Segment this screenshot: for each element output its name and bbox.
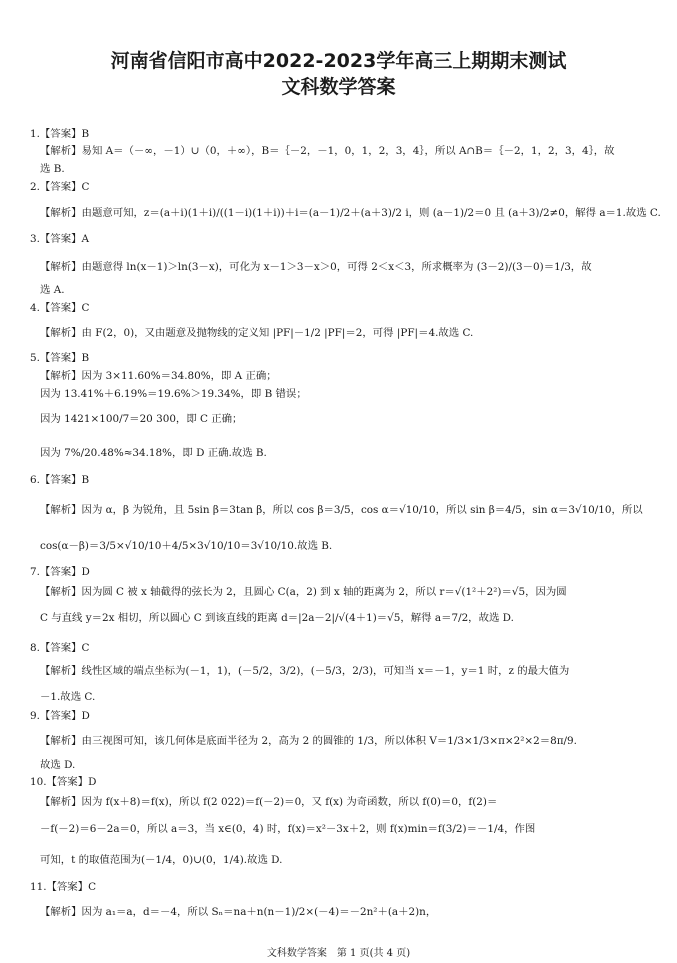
explanation-line: cos(α－β)＝3/5×√10/10＋4/5×3√10/10＝3√10/10.故选 B. [40, 540, 333, 552]
explanation-line: 【解析】由题意得 ln(x－1)＞ln(3－x)，可化为 x－1＞3－x＞0，可得 2＜x＜3，所求概率为 (3－2)/(3－0)＝1/3，故 [40, 261, 592, 273]
explanation-line: 【解析】由三视图可知，该几何体是底面半径为 2，高为 2 的圆锥的 1/3，所以体积 V＝1/3×1/3×π×2²×2＝8π/9. [40, 735, 577, 747]
answer-label: 5.【答案】B [30, 352, 90, 364]
explanation-line: 【解析】因为 3×11.60%＝34.80%，即 A 正确； [40, 370, 277, 382]
explanation-line: 因为 7%/20.48%≈34.18%，即 D 正确.故选 B. [40, 447, 267, 459]
explanation-line: 因为 13.41%＋6.19%＝19.6%＞19.34%，即 B 错误； [40, 388, 307, 400]
explanation-line: 【解析】由 F(2，0)，又由题意及抛物线的定义知 |PF|－1/2 |PF|＝2，可得 |PF|＝4.故选 C. [40, 327, 474, 339]
explanation-line: 【解析】由题意可知，z＝(a＋i)(1＋i)/((1－i)(1＋i))＋i＝(a－1)/2＋(a＋3)/2 i，则 (a－1)/2＝0 且 (a＋3)/2≠0，解得 a＝1.故选 C. [40, 207, 661, 219]
explanation-line: C 与直线 y＝2x 相切，所以圆心 C 到该直线的距离 d＝|2a－2|/√(4＋1)＝√5，解得 a＝7/2，故选 D. [40, 612, 514, 624]
answer-label: 10.【答案】D [30, 776, 97, 788]
explanation-line: 故选 D. [40, 759, 76, 771]
explanation-line: －f(－2)＝6－2a＝0，所以 a＝3，当 x∈(0，4) 时，f(x)＝x²－3x＋2，则 f(x)min＝f(3/2)＝－1/4，作图 [40, 823, 536, 835]
answer-label: 2.【答案】C [30, 181, 90, 193]
page-footer: 文科数学答案 第 1 页(共 4 页) [266, 948, 411, 959]
answer-label: 9.【答案】D [30, 710, 90, 722]
explanation-line: 【解析】因为 a₁＝a，d＝－4，所以 Sₙ＝na＋n(n－1)/2×(－4)＝－2n²＋(a＋2)n， [40, 906, 437, 918]
explanation-line: 【解析】因为圆 C 被 x 轴截得的弦长为 2，且圆心 C(a，2) 到 x 轴的距离为 2，所以 r＝√(1²＋2²)＝√5，因为圆 [40, 586, 567, 598]
explanation-line: 选 B. [40, 163, 65, 175]
answer-label: 1.【答案】B [30, 128, 90, 140]
answer-label: 7.【答案】D [30, 566, 90, 578]
explanation-line: 【解析】易知 A＝（－∞，－1）∪（0，＋∞），B＝｛－2，－1，0，1，2，3，4｝，所以 A∩B＝｛－2，1，2，3，4｝，故 [40, 145, 615, 157]
explanation-line: 因为 1421×100/7＝20 300，即 C 正确； [40, 413, 243, 425]
answer-label: 11.【答案】C [30, 881, 97, 893]
answer-label: 8.【答案】C [30, 642, 90, 654]
explanation-line: 选 A. [40, 284, 65, 296]
answer-label: 6.【答案】B [30, 474, 90, 486]
explanation-line: 【解析】因为 α，β 为锐角，且 5sin β＝3tan β，所以 cos β＝3/5，cos α＝√10/10，所以 sin β＝4/5，sin α＝3√10/10，所以 [40, 504, 643, 516]
answer-label: 4.【答案】C [30, 302, 90, 314]
explanation-line: 【解析】线性区域的端点坐标为(－1，1)，(－5/2，3/2)，(－5/3，2/3)，可知当 x＝－1，y＝1 时，z 的最大值为 [40, 665, 570, 677]
explanation-line: 【解析】因为 f(x＋8)＝f(x)，所以 f(2 022)＝f(－2)＝0，又 f(x) 为奇函数，所以 f(0)＝0，f(2)＝ [40, 796, 498, 808]
title-line-1: 河南省信阳市高中2022-2023学年高三上期期末测试 [110, 50, 567, 72]
explanation-line: －1.故选 C. [40, 691, 96, 703]
explanation-line: 可知，t 的取值范围为(－1/4，0)∪(0，1/4).故选 D. [40, 854, 283, 866]
answer-label: 3.【答案】A [30, 233, 89, 245]
title-line-2: 文科数学答案 [281, 76, 396, 98]
